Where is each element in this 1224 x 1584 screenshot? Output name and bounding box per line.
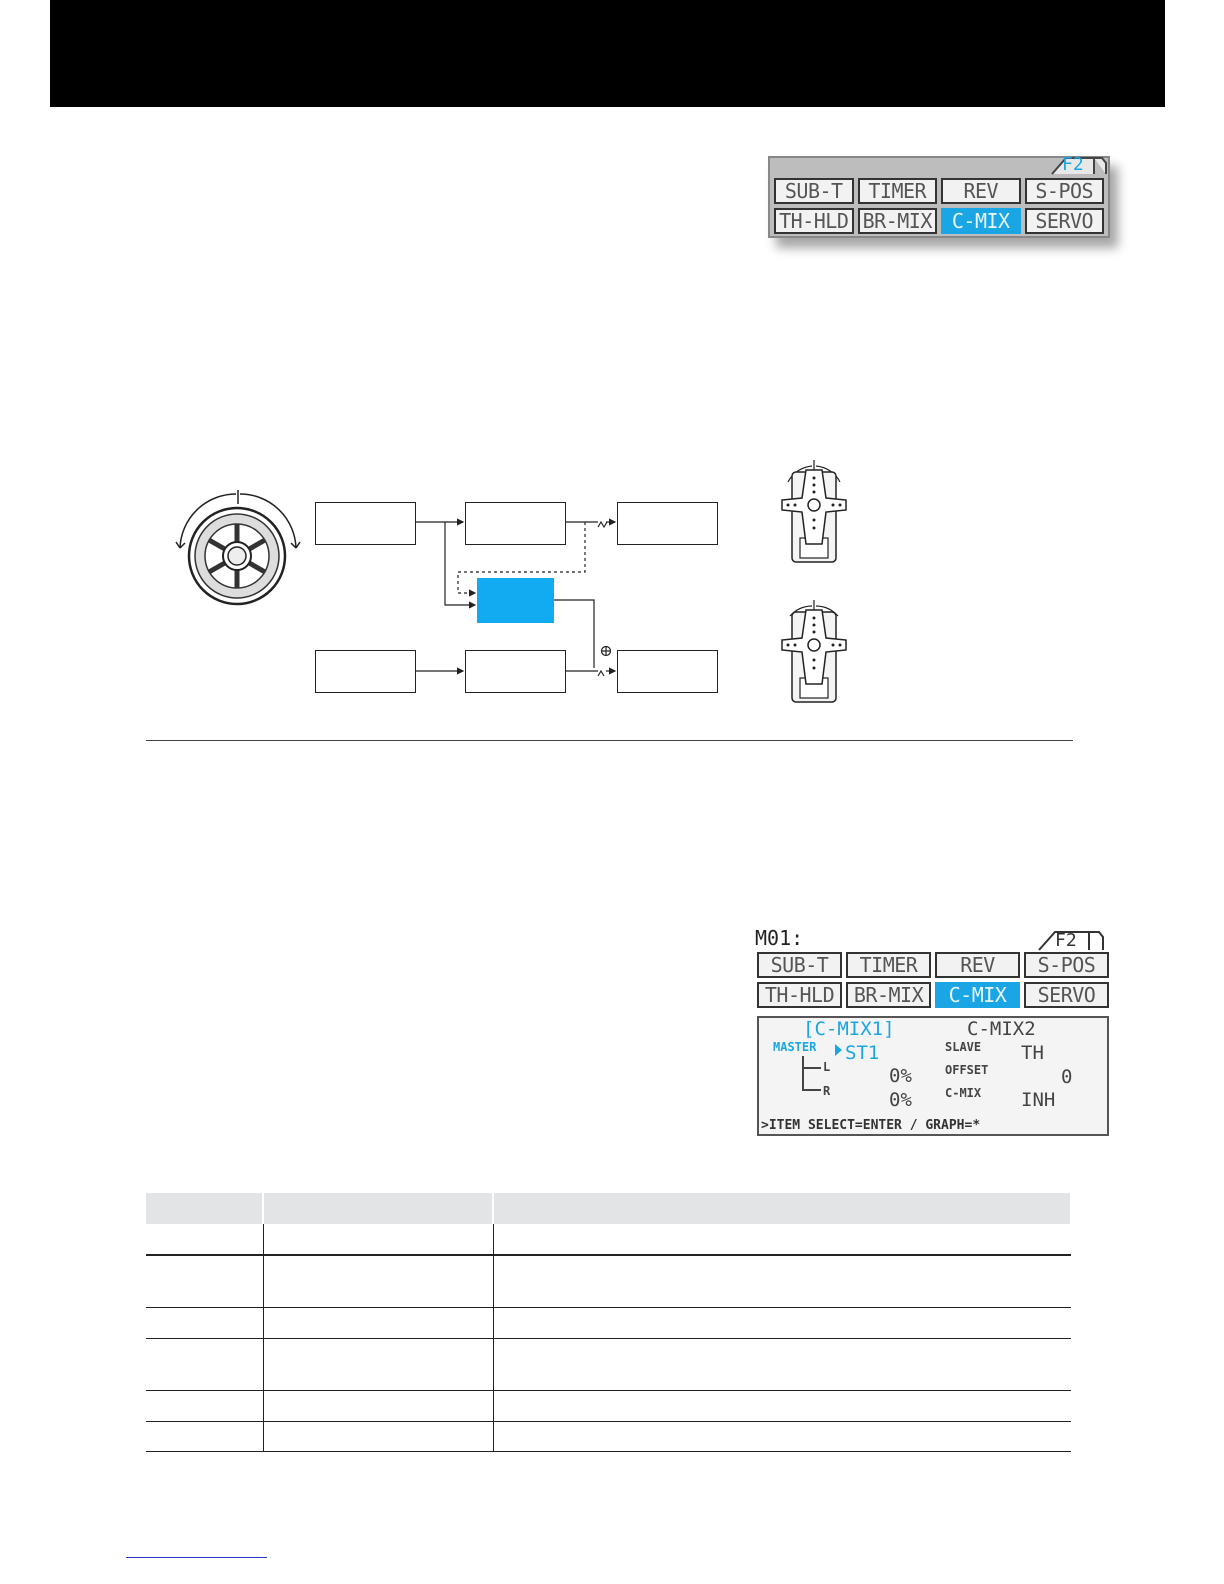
menu-key-rev[interactable]: REV <box>941 178 1021 204</box>
screen-footer-hint: >ITEM SELECT=ENTER / GRAPH=* <box>761 1118 981 1133</box>
section-divider <box>146 740 1073 741</box>
model-label: M01: <box>755 926 804 950</box>
menu-key-s-pos[interactable]: S-POS <box>1025 178 1105 204</box>
table-row <box>146 1421 1071 1451</box>
table-row <box>146 1224 1071 1255</box>
slave-label: SLAVE <box>945 1040 982 1054</box>
menu-key-br-mix[interactable]: BR-MIX <box>858 208 938 234</box>
servo-icon <box>772 458 856 566</box>
r-value[interactable]: 0% <box>889 1089 912 1111</box>
diagram-connectors <box>0 0 1224 760</box>
lcd-screen-panel <box>753 926 1113 1140</box>
screen-key-servo[interactable]: SERVO <box>1024 982 1109 1008</box>
l-label: L <box>823 1060 831 1074</box>
servo-icon <box>772 598 856 706</box>
c-mix-label: C-MIX <box>945 1086 982 1100</box>
screen-key-sub-t[interactable]: SUB-T <box>757 952 842 978</box>
cursor-arrow-icon <box>835 1044 842 1056</box>
screen-menu-row-1 <box>757 952 1109 978</box>
table-row <box>146 1255 1071 1307</box>
table-header-row <box>146 1193 1071 1224</box>
table-row <box>146 1390 1071 1421</box>
screen-tab-label[interactable]: F2 <box>1055 930 1077 951</box>
menu-key-sub-t[interactable]: SUB-T <box>774 178 854 204</box>
table-row <box>146 1307 1071 1338</box>
footer-link-underline[interactable] <box>126 1557 267 1558</box>
screen-key-rev[interactable]: REV <box>935 952 1020 978</box>
menu-tab-label[interactable]: F2 <box>1062 154 1084 175</box>
screen-menu-row-2 <box>757 982 1109 1008</box>
master-label: MASTER <box>773 1040 817 1054</box>
c-mix-value[interactable]: INH <box>1021 1089 1056 1111</box>
screen-key-timer[interactable]: TIMER <box>846 952 931 978</box>
offset-value[interactable]: 0 <box>1061 1066 1073 1088</box>
menu-key-c-mix[interactable]: C-MIX <box>941 208 1021 234</box>
offset-label: OFFSET <box>945 1063 989 1077</box>
c-mix2-title[interactable]: C-MIX2 <box>967 1018 1036 1040</box>
screen-key-br-mix[interactable]: BR-MIX <box>846 982 931 1008</box>
c-mix1-title[interactable]: [C-MIX1] <box>803 1018 895 1040</box>
settings-table <box>146 1193 1072 1452</box>
menu-key-timer[interactable]: TIMER <box>858 178 938 204</box>
table-header-cell <box>146 1193 263 1224</box>
r-label: R <box>823 1084 831 1098</box>
table-row <box>146 1338 1071 1390</box>
c-mix-settings-screen <box>757 1016 1109 1136</box>
screen-key-s-pos[interactable]: S-POS <box>1024 952 1109 978</box>
slave-value[interactable]: TH <box>1021 1042 1044 1064</box>
screen-key-c-mix[interactable]: C-MIX <box>935 982 1020 1008</box>
master-value[interactable]: ST1 <box>845 1042 880 1064</box>
menu-key-th-hld[interactable]: TH-HLD <box>774 208 854 234</box>
screen-key-th-hld[interactable]: TH-HLD <box>757 982 842 1008</box>
l-value[interactable]: 0% <box>889 1065 912 1087</box>
table-header-cell <box>493 1193 1071 1224</box>
menu-key-servo[interactable]: SERVO <box>1025 208 1105 234</box>
table-header-cell <box>263 1193 493 1224</box>
